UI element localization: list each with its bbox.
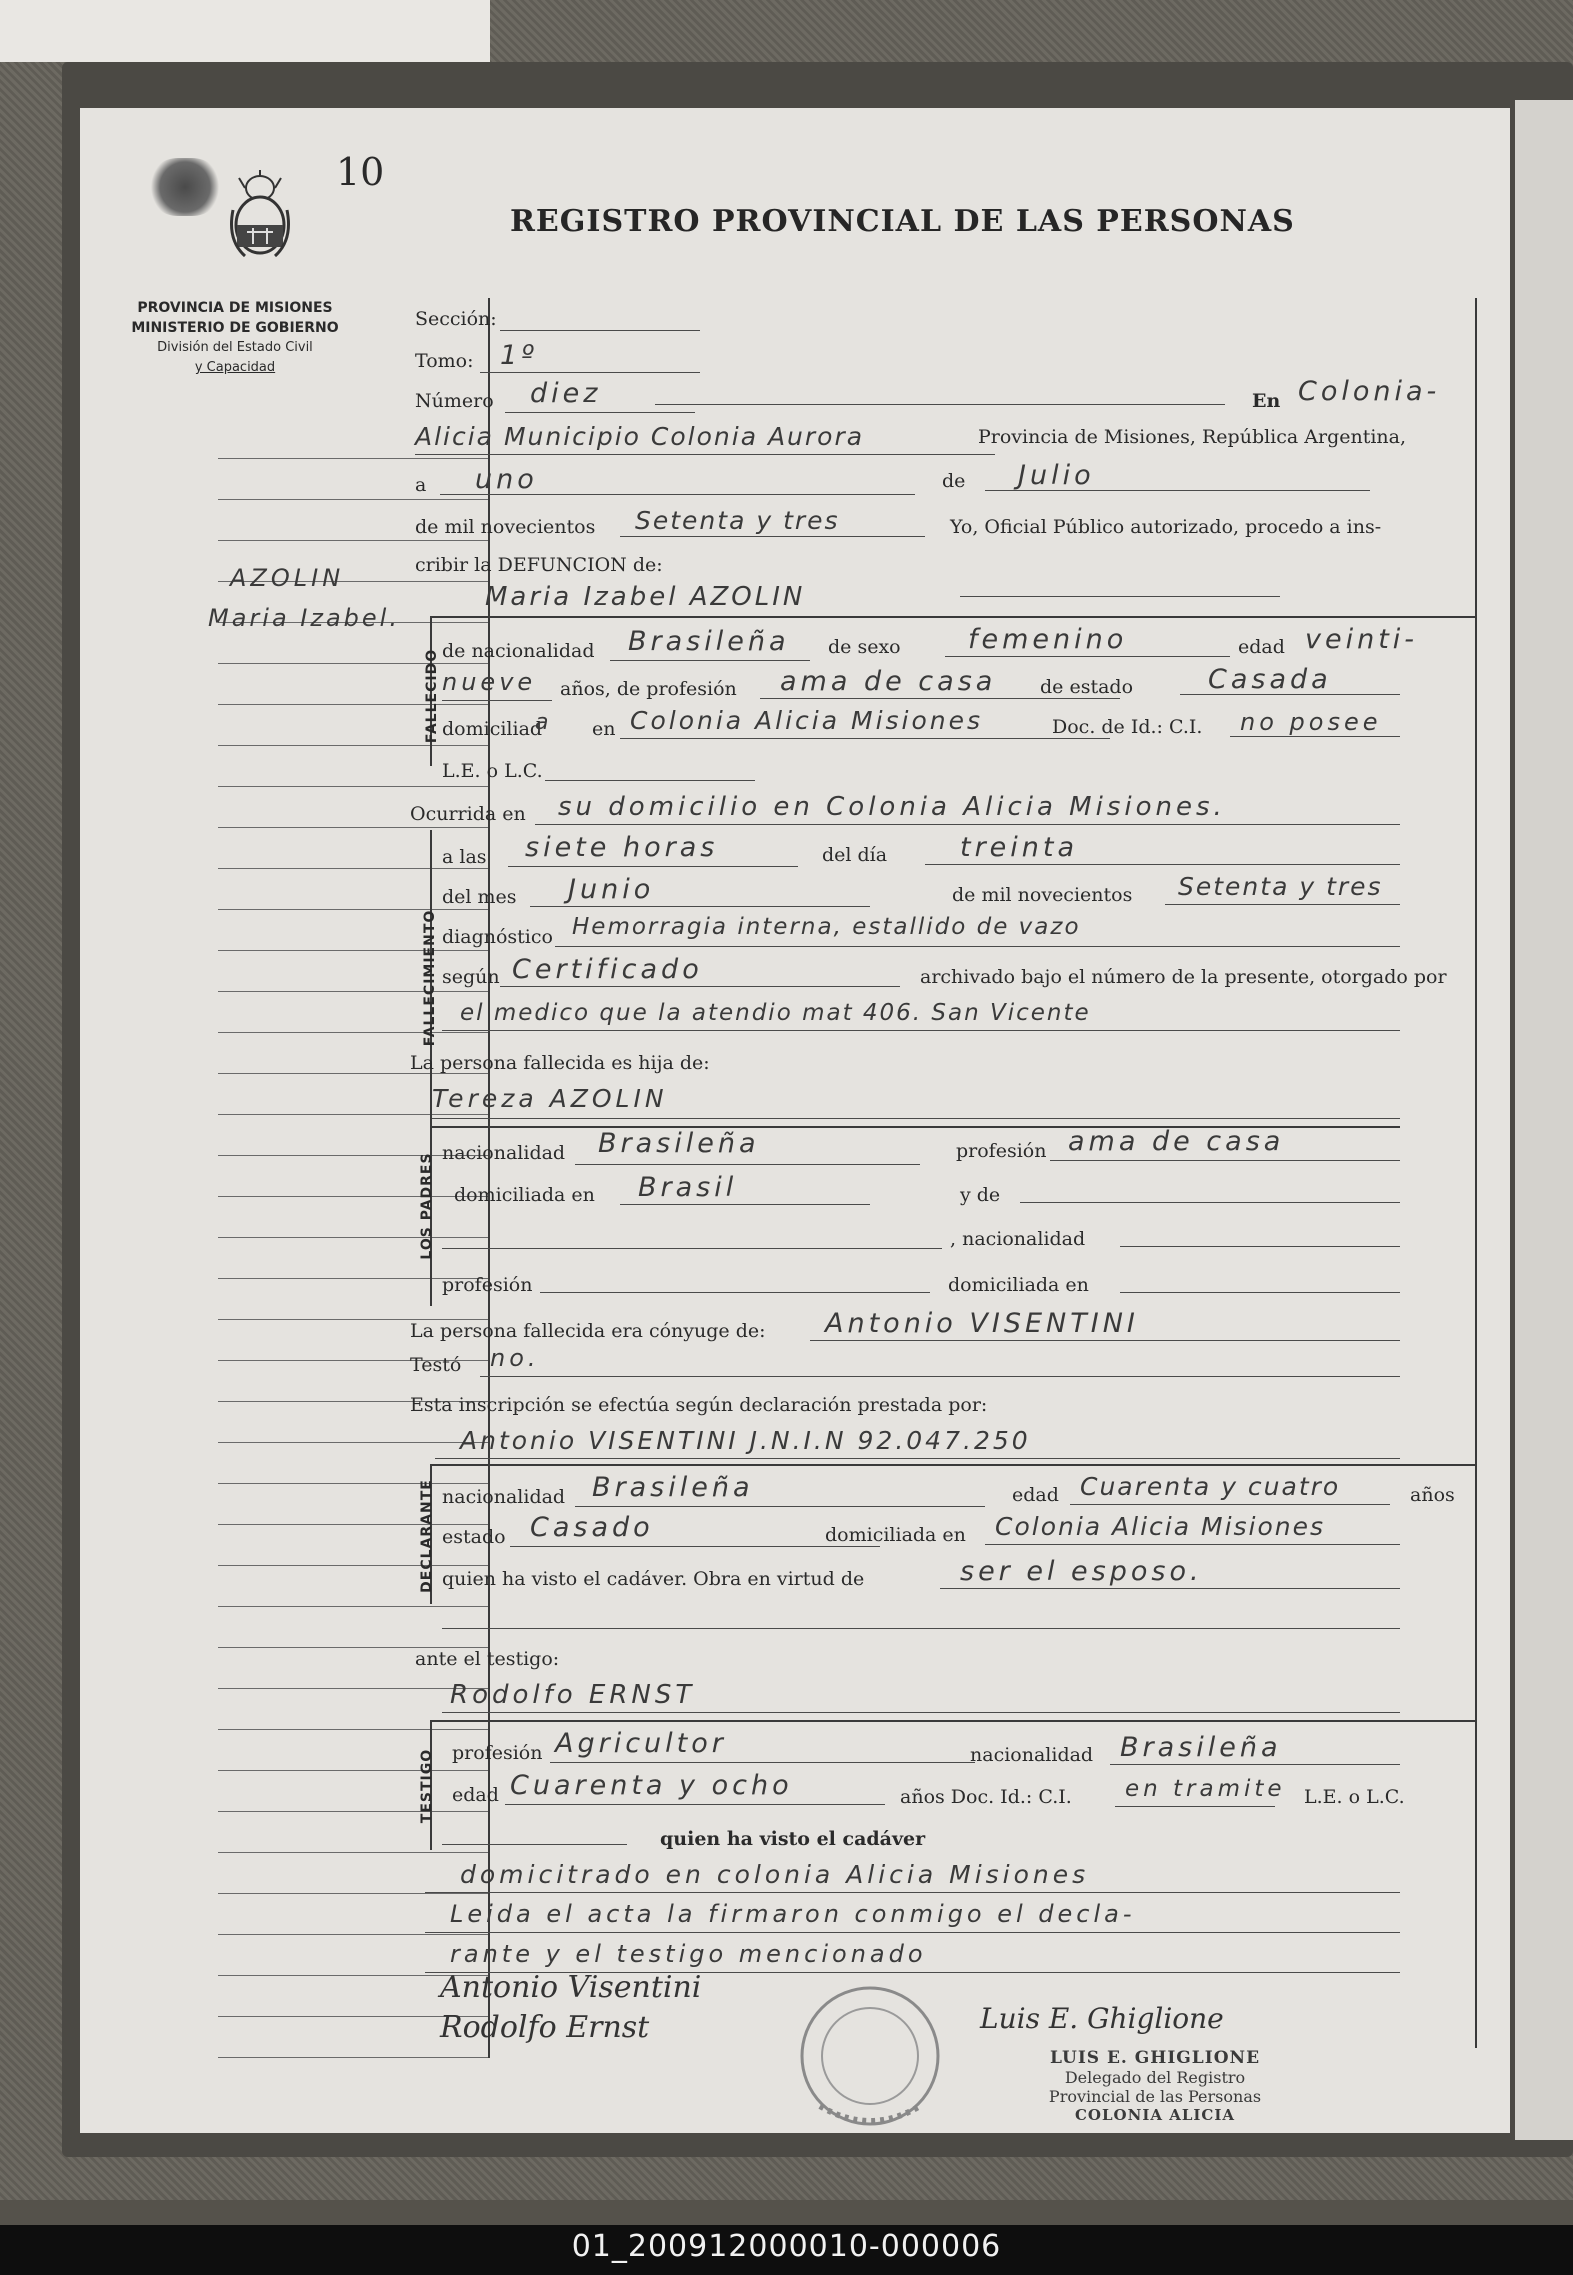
ocurrida-value: su domicilio en Colonia Alicia Misiones. (558, 792, 1226, 822)
margin-rule (218, 868, 488, 869)
test-prof-label: profesión (452, 1742, 543, 1764)
otorgado-value: el medico que la atendio mat 406. San Vicente (460, 1000, 1091, 1026)
tomo-label: Tomo: (415, 350, 474, 372)
padre-nac-line (1120, 1246, 1400, 1247)
test-visto-line (442, 1844, 627, 1845)
margin-rule (218, 1852, 488, 1853)
en2-label: en (592, 718, 616, 740)
declarante-line (435, 1458, 1400, 1459)
doc-line (1230, 736, 1400, 737)
margin-rule (218, 1729, 488, 1730)
decl-estado-label: estado (442, 1526, 506, 1548)
register-page (80, 108, 1510, 2133)
sexo-line (945, 656, 1230, 657)
testo-value: no. (490, 1344, 540, 1372)
test-prof-value: Agricultor (555, 1728, 727, 1759)
decl-dom-label: domiciliada en (825, 1524, 966, 1546)
fallecimiento-section-label: FALLECIMIENTO (422, 909, 438, 1047)
segun-line (500, 986, 900, 987)
ocurrida-label: Ocurrida en (410, 803, 526, 825)
a-las-label: a las (442, 846, 487, 868)
madre-nac-line (575, 1164, 920, 1165)
mes-f-value: Junio (568, 874, 655, 905)
padre-prof-label: profesión (442, 1274, 533, 1296)
dia-value: uno (475, 464, 538, 495)
domiciliad-suffix: a (535, 710, 553, 735)
margin-rule (218, 1442, 488, 1443)
yo-oficial-label: Yo, Oficial Público autorizado, procedo a ins- (950, 516, 1382, 538)
test-prof-line (550, 1762, 975, 1763)
anos-profesion-label: años, de profesión (560, 678, 737, 700)
decl-estado-line (510, 1546, 880, 1547)
fallecido-name-line (960, 596, 1280, 597)
margin-rule (218, 1483, 488, 1484)
localidad-line (415, 454, 995, 455)
hora-line (508, 866, 798, 867)
madre-nac-value: Brasileña (598, 1128, 760, 1159)
tomo-line (480, 372, 700, 373)
fallecido-name: Maria Izabel AZOLIN (485, 582, 806, 612)
margin-rule (218, 540, 488, 541)
test-doc-line (1115, 1806, 1275, 1807)
test-nac-value: Brasileña (1120, 1732, 1282, 1763)
test-edad-value: Cuarenta y ocho (510, 1770, 793, 1801)
official-signature: Luis E. Ghiglione (980, 2002, 1224, 2035)
conyuge-line (810, 1340, 1400, 1341)
margin-rule (218, 950, 488, 951)
ano-line (620, 536, 925, 537)
padre-prof-line (540, 1292, 930, 1293)
madre-dom-value: Brasil (638, 1172, 738, 1203)
margin-rule (218, 991, 488, 992)
declarant-signature: Antonio Visentini (440, 1970, 702, 2005)
madre-value: Tereza AZOLIN (432, 1084, 668, 1113)
ano-value: Setenta y tres (635, 506, 840, 535)
doc-value: no posee (1240, 708, 1382, 736)
background-strip (0, 0, 490, 62)
margin-note-surname: AZOLIN (230, 564, 345, 592)
dia-f-value: treinta (960, 832, 1079, 863)
ocurrida-line (535, 824, 1400, 825)
margin-rule (218, 499, 488, 500)
decl-visto-label: quien ha visto el cadáver. Obra en virtud de (442, 1568, 865, 1590)
conyuge-value: Antonio VISENTINI (825, 1308, 1139, 1339)
padre-dom-label: domiciliada en (948, 1274, 1089, 1296)
capacity-name: y Capacidad (194, 360, 276, 375)
official-round-seal (770, 1986, 970, 2136)
tomo-value: 1º (500, 340, 538, 371)
ante-testigo-label: ante el testigo: (415, 1648, 560, 1670)
numero-line (505, 412, 695, 413)
localidad-value: Alicia Municipio Colonia Aurora (415, 422, 865, 451)
observation-line-2: Leida el acta la firmaron conmigo el decla- (450, 1900, 1136, 1928)
test-anos-doc-label: años Doc. Id.: C.I. (900, 1786, 1072, 1808)
margin-rule (218, 1196, 488, 1197)
test-le-lc-label: L.E. o L.C. (1304, 1786, 1405, 1808)
diagnostico-line (555, 946, 1400, 947)
margin-rule (218, 1688, 488, 1689)
decl-estado-value: Casado (530, 1512, 654, 1543)
obs2-line (425, 1932, 1400, 1933)
declarante-top-rule (430, 1464, 1475, 1466)
margin-rule (218, 458, 488, 459)
fallecido-section-label: FALLECIDO (424, 648, 440, 744)
declarante-section-label: DECLARANTE (419, 1479, 435, 1593)
numero-line-2 (655, 404, 1225, 405)
le-lc-line (545, 780, 755, 781)
madre-dom-line (620, 1204, 870, 1205)
test-doc-value: en tramite (1125, 1776, 1286, 1802)
decl-virtud-value: ser el esposo. (960, 1556, 1203, 1587)
margin-rule (218, 909, 488, 910)
stamp-name: LUIS E. GHIGLIONE (1049, 2048, 1261, 2068)
numero-label: Número (415, 390, 494, 412)
testigo-top-rule (430, 1720, 1475, 1722)
margin-rule (218, 2057, 488, 2058)
ano-f-value: Setenta y tres (1178, 872, 1383, 901)
inscripcion-label: Esta inscripción se efectúa según declaración prestada por: (410, 1394, 988, 1416)
del-mes-label: del mes (442, 886, 517, 908)
y-de-line (1020, 1202, 1400, 1203)
nacionalidad-label: de nacionalidad (442, 640, 595, 662)
facing-page-edge (1515, 100, 1573, 2140)
de-mil2-label: de mil novecientos (952, 884, 1133, 906)
edad-value: veinti- (1305, 624, 1419, 655)
del-dia-label: del día (822, 844, 888, 866)
doc-id-label: Doc. de Id.: C.I. (1052, 716, 1203, 738)
testo-line (480, 1376, 1400, 1377)
observation-line-1: domicitrado en colonia Alicia Misiones (460, 1860, 1090, 1889)
padre-dom-line (1120, 1292, 1400, 1293)
testigo-section-label: TESTIGO (419, 1748, 435, 1824)
sexo-value: femenino (968, 624, 1128, 655)
domicilio-value: Colonia Alicia Misiones (630, 706, 984, 735)
provincia-label: Provincia de Misiones, República Argentina, (978, 426, 1407, 448)
decl-extra-line (442, 1628, 1400, 1629)
stamp-location: COLONIA ALICIA (1074, 2106, 1235, 2124)
province-name: PROVINCIA DE MISIONES (137, 300, 333, 316)
edad-value-continued: nueve (442, 668, 537, 696)
nacionalidad-line (610, 660, 810, 661)
margin-rule (218, 1114, 488, 1115)
domicilio-line (620, 738, 1110, 739)
padre-name-line (442, 1248, 942, 1249)
observation-line-3: rante y el testigo mencionado (450, 1940, 927, 1968)
margin-rule (218, 1237, 488, 1238)
edad2-line (442, 700, 552, 701)
diagnostico-label: diagnóstico (442, 926, 553, 948)
cribir-label: cribir la DEFUNCION de: (415, 554, 663, 576)
footer-document-id: 01_200912000010-000006 (571, 2229, 1002, 2264)
conyuge-label: La persona fallecida era cónyuge de: (410, 1320, 766, 1342)
decl-virtud-line (940, 1588, 1400, 1589)
mes-line (985, 490, 1370, 491)
nacionalidad-value: Brasileña (628, 626, 790, 657)
margin-rule (218, 1565, 488, 1566)
margin-rule (218, 1811, 488, 1812)
decl-dom-line (985, 1544, 1400, 1545)
decl-anos-label: años (1410, 1484, 1455, 1506)
fallecido-top-rule (430, 616, 1475, 618)
mes-f-line (530, 906, 870, 907)
division-name: División del Estado Civil (157, 340, 313, 355)
margin-rule (218, 1934, 488, 1935)
margin-rule (218, 1524, 488, 1525)
margin-rule (218, 1606, 488, 1607)
decl-nac-value: Brasileña (592, 1472, 754, 1503)
hora-value: siete horas (525, 832, 719, 863)
estado-value: Casada (1208, 664, 1332, 695)
obs1-line (425, 1892, 1400, 1893)
segun-label: según (442, 966, 500, 988)
domiciliad-label: domiciliad (442, 718, 543, 740)
stamp-role: Delegado del Registro (1064, 2068, 1246, 2087)
diagnostico-value: Hemorragia interna, estallido de vazo (572, 914, 1081, 940)
margin-rule (218, 1893, 488, 1894)
y-de-label: y de (960, 1184, 1001, 1206)
a-label: a (415, 474, 427, 496)
margin-note-given-name: Maria Izabel. (208, 604, 400, 632)
decl-edad-line (1070, 1504, 1390, 1505)
numero-value: diez (530, 378, 602, 409)
madre-line (432, 1118, 1400, 1119)
segun-value: Certificado (512, 954, 703, 985)
test-edad-label: edad (452, 1784, 499, 1806)
margin-rule (218, 663, 488, 664)
witness-signature: Rodolfo Ernst (440, 2010, 650, 2045)
test-edad-line (505, 1804, 885, 1805)
madre-prof-line (1050, 1160, 1400, 1161)
de-mil-label: de mil novecientos (415, 516, 596, 538)
seccion-line (500, 330, 700, 331)
estado-line (1180, 694, 1400, 695)
madre-dom-label: domiciliada en (454, 1184, 595, 1206)
testigo-value: Rodolfo ERNST (450, 1680, 696, 1710)
test-nac-line (1110, 1764, 1400, 1765)
decl-dom-value: Colonia Alicia Misiones (995, 1512, 1326, 1541)
padres-section-label: LOS PADRES (419, 1152, 435, 1260)
form-right-border (1475, 298, 1477, 2048)
page-number: 10 (336, 150, 385, 194)
ano-f-line (1165, 904, 1400, 905)
profesion-value: ama de casa (780, 666, 997, 697)
ink-smudge (150, 158, 220, 216)
otorgado-line (442, 1030, 1400, 1031)
madre-prof-value: ama de casa (1068, 1126, 1285, 1157)
margin-rule (218, 827, 488, 828)
mes-value: Julio (1018, 460, 1095, 491)
test-nac-label: nacionalidad (970, 1744, 1094, 1766)
de-label: de (942, 470, 966, 492)
decl-nac-label: nacionalidad (442, 1486, 566, 1508)
coat-of-arms-icon (225, 170, 295, 262)
margin-rule (218, 786, 488, 787)
decl-edad-label: edad (1012, 1484, 1059, 1506)
page-title: REGISTRO PROVINCIAL DE LAS PERSONAS (510, 204, 1295, 239)
padre-nac-label: , nacionalidad (950, 1228, 1086, 1250)
margin-rule (218, 1770, 488, 1771)
testigo-line (442, 1712, 1400, 1713)
estado-label: de estado (1040, 676, 1134, 698)
edad-label: edad (1238, 636, 1285, 658)
stamp-office: Provincial de las Personas (1048, 2087, 1262, 2106)
seccion-label: Sección: (415, 308, 497, 330)
le-lc-label: L.E. o L.C. (442, 760, 543, 782)
dia-f-line (925, 864, 1400, 865)
madre-nac-label: nacionalidad (442, 1142, 566, 1164)
dia-line (440, 494, 915, 495)
registrar-stamp (995, 2048, 1315, 2124)
margin-rule (218, 704, 488, 705)
margin-rule (218, 1032, 488, 1033)
declarante-value: Antonio VISENTINI J.N.I.N 92.047.250 (460, 1426, 1031, 1455)
sexo-label: de sexo (828, 636, 901, 658)
decl-nac-line (575, 1506, 985, 1507)
archivado-label: archivado bajo el número de la presente, otorgado por (920, 966, 1447, 988)
madre-prof-label: profesión (956, 1140, 1047, 1162)
testo-label: Testó (410, 1354, 462, 1376)
test-visto-label: quien ha visto el cadáver (660, 1828, 926, 1850)
en-label: En (1252, 390, 1281, 412)
ministry-name: MINISTERIO DE GOBIERNO (131, 320, 339, 336)
decl-edad-value: Cuarenta y cuatro (1080, 1472, 1341, 1501)
en-value: Colonia- (1298, 376, 1441, 407)
province-header (120, 298, 350, 378)
margin-rule (218, 745, 488, 746)
hija-de-label: La persona fallecida es hija de: (410, 1052, 710, 1074)
profesion-line (760, 698, 1120, 699)
